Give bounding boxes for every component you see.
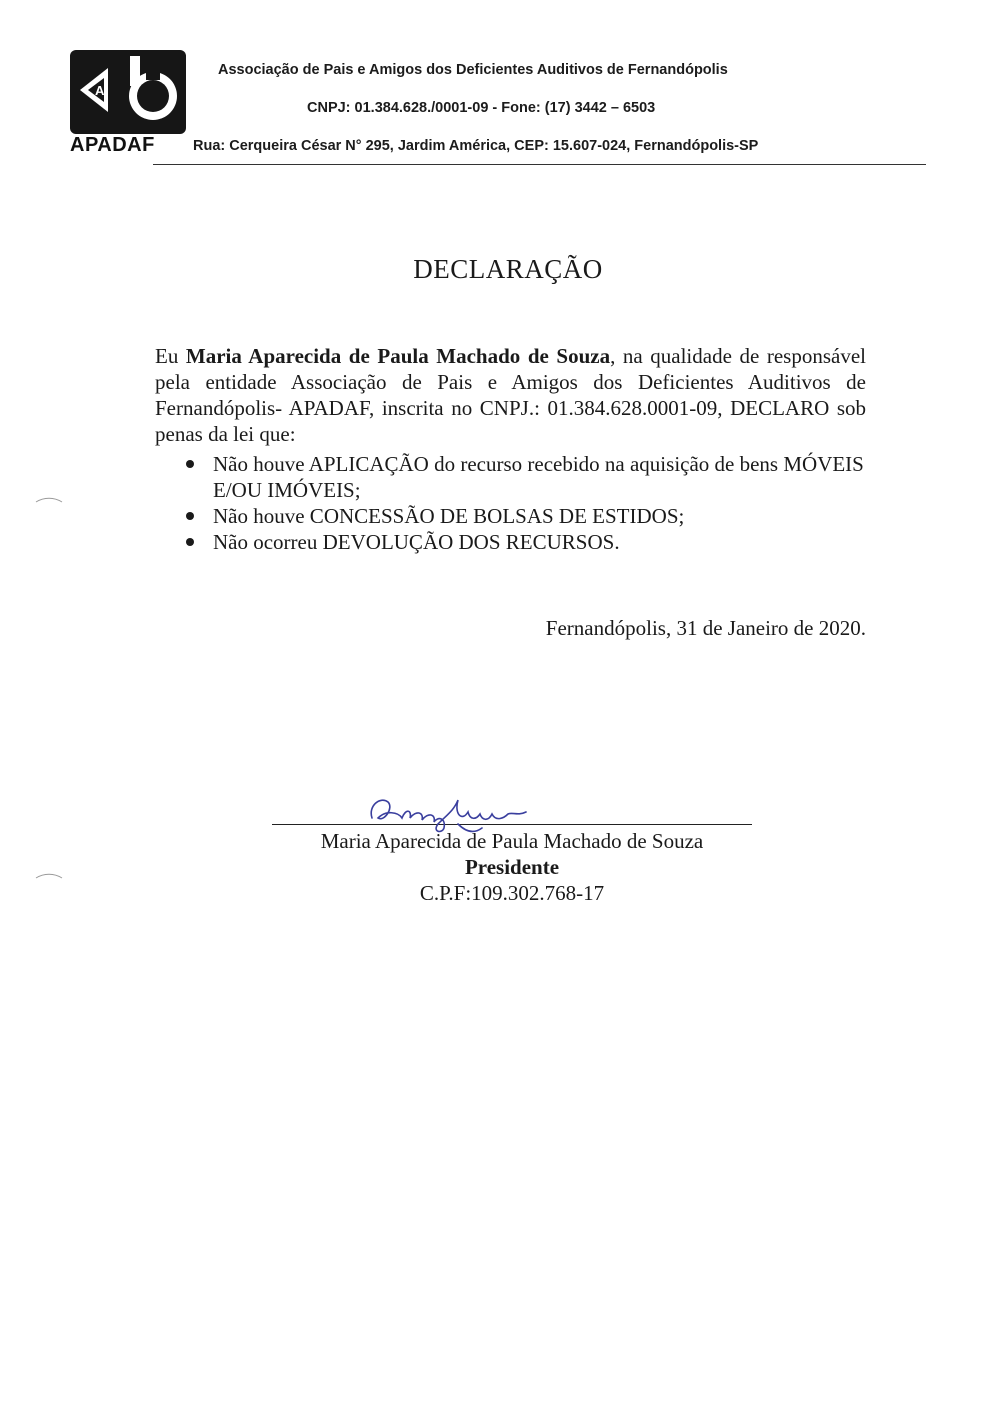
organization-cnpj-phone: CNPJ: 01.384.628./0001-09 - Fone: (17) 3442 – 6503 — [307, 100, 656, 116]
declaration-items — [185, 451, 870, 555]
list-item-text: Não houve CONCESSÃO DE BOLSAS DE ESTIDOS; — [213, 504, 685, 528]
list-item-text: Não houve APLICAÇÃO do recurso recebido na aquisição de bens MÓVEIS E/OU IMÓVEIS; — [213, 452, 864, 502]
list-item — [185, 451, 870, 503]
intro-rest: , na qualidade de responsável pela entidade Associação de Pais e Amigos dos Deficientes Auditivos de Fernandópolis- APADAF, inscrita no CNPJ.: 01.384.628.0001-09, DECLARO sob penas da lei que: — [155, 344, 866, 446]
declaration-paragraph — [155, 343, 866, 447]
logo-wordmark: APADAF — [70, 134, 155, 156]
organization-address: Rua: Cerqueira César N° 295, Jardim América, CEP: 15.607-024, Fernandópolis-SP — [193, 138, 759, 154]
signer-cpf: C.P.F:109.302.768-17 — [419, 881, 605, 905]
list-item — [185, 503, 870, 529]
scan-margin-mark — [34, 496, 64, 504]
bullet-icon — [186, 460, 194, 468]
document-title: DECLARAÇÃO — [413, 254, 603, 284]
place-and-date: Fernandópolis, 31 de Janeiro de 2020. — [545, 616, 866, 640]
bullet-icon — [186, 512, 194, 520]
scan-margin-mark — [34, 872, 64, 880]
signer-name: Maria Aparecida de Paula Machado de Souza — [320, 829, 704, 853]
intro-prefix: Eu — [155, 344, 186, 368]
bullet-icon — [186, 538, 194, 546]
declarant-name: Maria Aparecida de Paula Machado de Souza — [185, 344, 611, 368]
organization-name: Associação de Pais e Amigos dos Deficientes Auditivos de Fernandópolis — [218, 62, 728, 78]
list-item — [185, 529, 870, 555]
signer-role: Presidente — [464, 855, 560, 879]
svg-text:A: A — [95, 83, 105, 98]
list-item-text: Não ocorreu DEVOLUÇÃO DOS RECURSOS. — [213, 530, 620, 554]
letterhead-divider — [153, 164, 926, 165]
